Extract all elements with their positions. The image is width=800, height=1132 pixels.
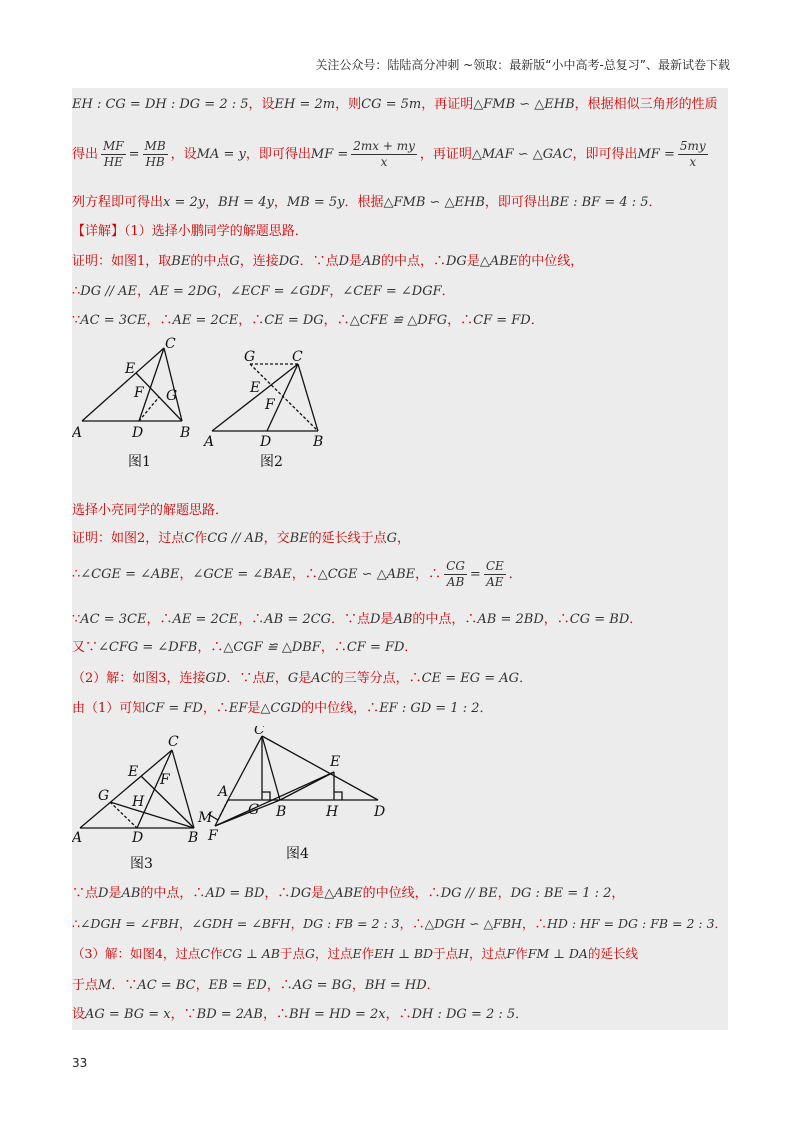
fig3-label-F: F [160, 772, 170, 788]
page-header: 关注公众号：陆陆高分冲刺 ~领取：最新版“小中高考-总复习”、最新试卷下载 [315, 58, 730, 72]
text-line: 又∵∠CFG = ∠DFB，∴△CGF ≌ △DBF，∴CF = FD． [72, 640, 418, 655]
text-line: 设AG = BG = x，∵BD = 2AB，∴BH = HD = 2x，∴DH : DG = 2 : 5． [72, 1007, 529, 1022]
fig2-label-A: A [204, 434, 215, 450]
fig3-label-A: A [72, 830, 83, 846]
fig2-label-E: E [250, 380, 261, 396]
text-line: ∵点D是AB的中点，∴AD = BD，∴DG是△ABE的中位线，∴DG // BE，DG : BE = 1 : 2， [72, 886, 625, 901]
text-line: EH : CG = DH : DG = 2 : 5，设EH = 2m，则CG = 5m，再证明△FMB ∽ △EHB，根据相似三角形的性质 [72, 97, 718, 112]
figure-4 [208, 736, 378, 826]
fig4-label-G: G [248, 802, 260, 818]
fig3-label-C: C [168, 734, 179, 750]
fig3-label-B: B [188, 830, 199, 846]
text-line: （3）解：如图4，过点C作CG ⊥ AB于点G，过点E作EH ⊥ BD于点H，过点F作FM ⊥ DA的延长线 [72, 946, 638, 961]
text-line: ∴∠DGH = ∠FBH，∠GDH = ∠BFH，DG : FB = 2 : 3，∴△DGH ∽ △FBH，∴HD : HF = DG : FB = 2 : 3． [72, 916, 728, 931]
fig4-label-D: D [374, 804, 386, 820]
text-line: 由（1）可知CF = FD，∴EF是△CGD的中位线，∴EF : GD = 1 : 2． [72, 701, 493, 716]
fig2-label-F: F [265, 397, 275, 413]
fig1-label-G: G [166, 388, 178, 404]
fig1-label-E: E [125, 361, 136, 377]
figure-1 [82, 348, 182, 421]
text-line: 列方程即可得出x = 2y，BH = 4y，MB = 5y．根据△FMB ∽ △EHB，即可得出BE : BF = 4 : 5． [72, 195, 662, 210]
figure-3-4 [72, 726, 412, 876]
text-line: 得出 $\frac{MF}{HE}$ = $\frac{MB}{HB}$ ，设MA = y，即可得出MF = $\frac{2mx + my}{x}$ ，再证明△MAF ∽ △GAC，即可得出MF = $\frac{5my}{x}$ [72, 139, 706, 169]
text-line: （2）解：如图3，连接GD．∵点E，G是AC的三等分点，∴CE = EG = AG． [72, 671, 533, 686]
fig1-label-A: A [72, 425, 83, 441]
text-line: ∴DG // AE，AE = 2DG，∠ECF = ∠GDF，∠CEF = ∠DGF． [72, 284, 455, 299]
text-line: 证明：如图2，过点C作CG // AB，交BE的延长线于点G， [72, 531, 411, 546]
fig3-label-D: D [132, 830, 144, 846]
fig4-label-H: H [326, 804, 339, 820]
fig1-label-D: D [132, 425, 144, 441]
text-line: ∵AC = 3CE，∴AE = 2CE，∴AB = 2CG．∵点D是AB的中点，∴AB = 2BD，∴CG = BD． [72, 612, 643, 627]
fig4-label-A: A [218, 784, 229, 800]
fig3-label-G: G [98, 788, 110, 804]
fig3-caption: 图3 [130, 856, 153, 872]
fig1-label-B: B [180, 425, 191, 441]
fig3-label-H: H [132, 794, 145, 810]
fig2-label-C: C [292, 349, 303, 365]
figure-1-2 [72, 336, 352, 476]
fig2-label-G: G [244, 349, 256, 365]
fig4-label-M: M [198, 810, 213, 826]
text-line: ∵AC = 3CE，∴AE = 2CE，∴CE = DG，∴△CFE ≌ △DFG，∴CF = FD． [72, 313, 544, 328]
fig2-label-B: B [313, 434, 324, 450]
fig1-caption: 图1 [128, 454, 151, 470]
page-number: 33 [72, 1056, 88, 1070]
fig4-label-C: C [254, 726, 265, 738]
text-line: 证明：如图1，取BE的中点G，连接DG．∵点D是AB的中点，∴DG是△ABE的中位线， [72, 254, 584, 269]
fig2-label-D: D [260, 434, 272, 450]
fig1-label-F: F [134, 385, 144, 401]
text-line: ∴∠CGE = ∠ABE，∠GCE = ∠BAE，∴△CGE ∽ △ABE，∴ $\frac{CG}{AB}$ = $\frac{CE}{AE}$ ． [72, 559, 522, 589]
fig2-caption: 图2 [260, 454, 283, 470]
fig4-label-B: B [276, 804, 287, 820]
text-line: 于点M．∵AC = BC，EB = ED，∴AG = BG，BH = HD． [72, 978, 440, 993]
solution-content [72, 88, 728, 1030]
fig3-label-E: E [128, 764, 139, 780]
fig4-caption: 图4 [286, 846, 309, 862]
fig4-label-F: F [208, 828, 218, 844]
text-line: 选择小亮同学的解题思路． [72, 503, 229, 518]
fig4-label-E: E [330, 754, 341, 770]
fig1-label-C: C [165, 336, 176, 352]
text-line: 【详解】（1）选择小鹏同学的解题思路． [72, 224, 308, 239]
